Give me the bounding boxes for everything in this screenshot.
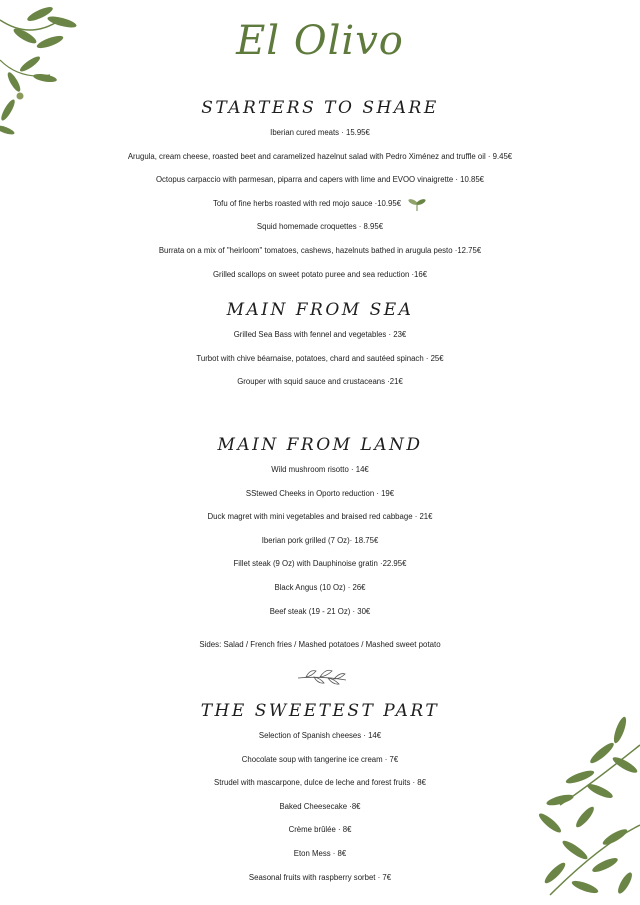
- menu-item: Strudel with mascarpone, dulce de leche and forest fruits · 8€: [214, 778, 426, 788]
- sprout-icon: [407, 197, 427, 211]
- menu-item: Beef steak (19 - 21 Oz) · 30€: [269, 606, 371, 616]
- section-title: MAIN FROM SEA: [226, 300, 414, 320]
- menu-item: Turbot with chive béarnaise, potatoes, chard and sautéed spinach · 25€: [196, 353, 444, 363]
- menu-item: Black Angus (10 Oz) · 26€: [274, 582, 366, 592]
- section-starters: [0, 95, 640, 286]
- restaurant-name: El Olivo: [236, 18, 404, 64]
- menu-item: Iberian cured meats · 15.95€: [270, 128, 370, 137]
- menu-item: Duck magret with mini vegetables and braised red cabbage · 21€: [207, 512, 433, 522]
- menu-item: Burrata on a mix of "heirloom" tomatoes, cashews, hazelnuts bathed in arugula pesto ·12.75€: [158, 245, 482, 255]
- section-title: STARTERS TO SHARE: [201, 98, 439, 118]
- section-title: MAIN FROM LAND: [217, 435, 423, 455]
- menu-item-text: Tofu of fine herbs roasted with red mojo sauce ·10.95€: [212, 198, 402, 208]
- section-main-sea: [0, 297, 640, 394]
- menu-item: Grouper with squid sauce and crustaceans ·21€: [237, 377, 403, 387]
- section-main-land: [0, 432, 640, 623]
- menu-item: Grilled scallops on sweet potato puree and sea reduction ·16€: [212, 269, 428, 279]
- menu-item: Arugula, cream cheese, roasted beet and caramelized hazelnut salad with Pedro Ximénez and truffle oil · 9.45€: [127, 151, 513, 161]
- menu-item: SStewed Cheeks in Oporto reduction · 19€: [245, 488, 395, 498]
- section-title: THE SWEETEST PART: [200, 701, 440, 721]
- menu-item: Fillet steak (9 Oz) with Dauphinoise gratin ·22.95€: [233, 559, 407, 569]
- menu-item: Grilled Sea Bass with fennel and vegetables · 23€: [233, 330, 407, 339]
- sides-note: Sides: Salad / French fries / Mashed potatoes / Mashed sweet potato: [199, 640, 441, 649]
- menu-item: Chocolate soup with tangerine ice cream · 7€: [241, 754, 399, 764]
- menu-item: Octopus carpaccio with parmesan, piparra and capers with lime and EVOO vinaigrette · 10.85€: [155, 175, 485, 185]
- menu-item: Seasonal fruits with raspberry sorbet · 7€: [248, 872, 392, 882]
- menu-item: Eton Mess · 8€: [293, 848, 347, 858]
- menu-item: Squid homemade croquettes · 8.95€: [256, 222, 384, 232]
- section-desserts: [0, 698, 640, 889]
- menu-item-vegetarian: [0, 192, 640, 216]
- menu-item: Baked Cheesecake ·8€: [279, 801, 361, 811]
- menu-item: Iberian pork grilled (7 Oz)· 18.75€: [261, 535, 379, 545]
- menu-item: Crème brûlée · 8€: [288, 825, 352, 835]
- olive-sprig-icon: [296, 664, 348, 690]
- menu-item: Wild mushroom risotto · 14€: [271, 465, 369, 474]
- menu-item: Selection of Spanish cheeses · 14€: [258, 731, 382, 740]
